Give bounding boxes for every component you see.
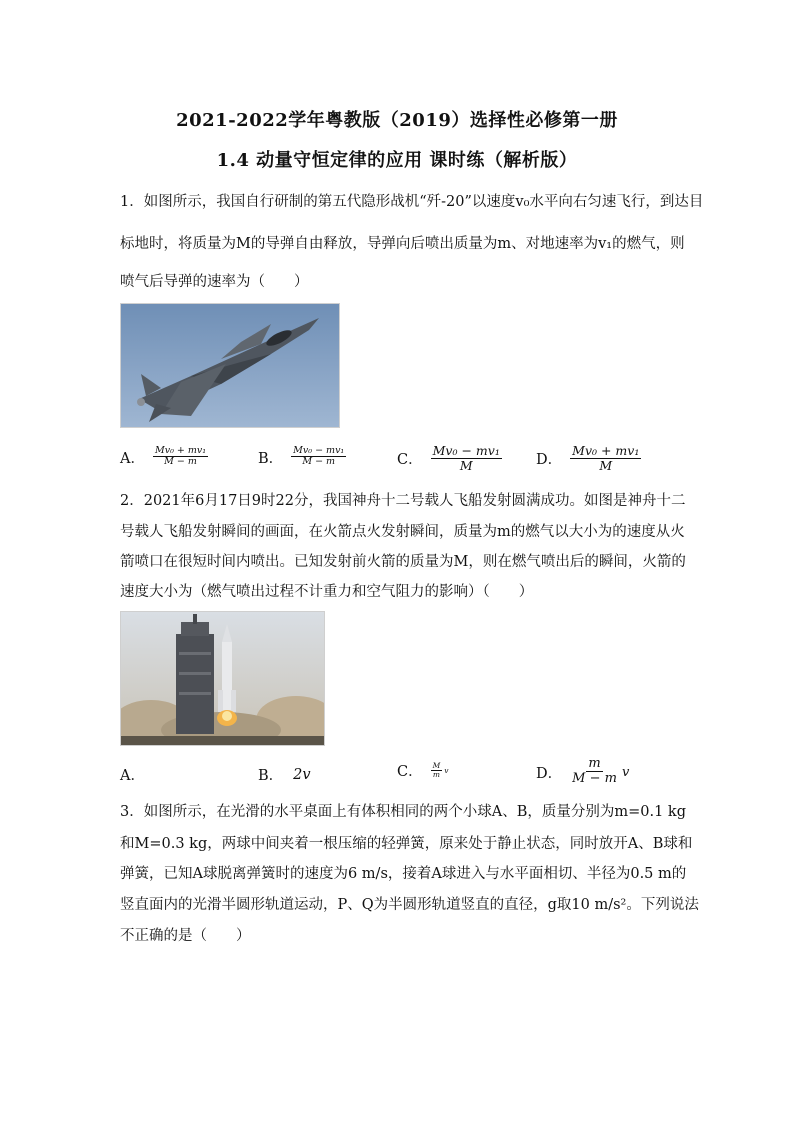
q2-text-line-4: 速度大小为（燃气喷出过程不计重力和空气阻力的影响）（ ）	[120, 584, 534, 600]
rocket-launch-image	[120, 611, 325, 746]
q1-option-d-label: D．	[536, 452, 563, 469]
q3-text-line-2: 和M=0.3 kg，两球中间夹着一根压缩的轻弹簧，原来处于静止状态，同时放开A、B球和	[120, 836, 693, 852]
q2-text-line-3: 箭喷口在很短时间内喷出。已知发射前火箭的质量为M，则在燃气喷出后的瞬间，火箭的	[120, 554, 686, 570]
q2-option-b-value: 2v	[293, 766, 311, 783]
q2-option-d[interactable]	[536, 757, 629, 787]
q1-option-d-denominator: M	[599, 457, 613, 473]
q1-option-c-denominator: M	[459, 457, 473, 473]
q1-option-a[interactable]	[120, 446, 208, 468]
q2-option-d-denominator: M − m	[572, 771, 617, 787]
q1-option-b-denominator: M − m	[302, 456, 336, 468]
q3-text-line-4: 竖直面内的光滑半圆形轨道运动，P、Q为半圆形轨道竖直的直径，g取10 m/s²。下列说法	[120, 897, 699, 913]
q2-text-line-2: 号载人飞船发射瞬间的画面，在火箭点火发射瞬间，质量为m的燃气以大小为的速度从火	[120, 524, 685, 540]
q2-text-line-1: 2．2021年6月17日9时22分，我国神舟十二号载人飞船发射圆满成功。如图是神舟十二	[120, 493, 686, 509]
q1-option-a-fraction	[153, 446, 208, 468]
q2-option-b[interactable]	[258, 764, 311, 785]
q1-option-b-numerator: Mv₀ − mv₁	[293, 445, 345, 456]
q1-option-b-label: B．	[258, 450, 284, 467]
q1-option-d-numerator: Mv₀ + mv₁	[572, 443, 640, 458]
q1-option-c[interactable]	[397, 444, 502, 473]
q2-option-d-fraction	[570, 757, 619, 787]
document-subtitle: 1.4 动量守恒定律的应用 课时练（解析版）	[216, 150, 578, 171]
q1-option-b[interactable]	[258, 446, 346, 468]
q2-option-c-variable: v	[444, 766, 449, 775]
q1-option-d[interactable]	[536, 444, 641, 473]
document-title: 2021-2022学年粤教版（2019）选择性必修第一册	[176, 110, 618, 131]
q2-option-a-label: A．	[120, 768, 145, 784]
q2-option-c-fraction	[431, 762, 443, 780]
q3-text-line-3: 弹簧，已知A球脱离弹簧时的速度为6 m/s，接着A球进入与水平面相切、半径为0.5 m的	[120, 866, 687, 882]
q2-option-b-label: B．	[258, 768, 284, 784]
q2-option-c-numerator: M	[432, 760, 441, 770]
q1-option-b-fraction	[291, 446, 346, 468]
q2-option-c[interactable]	[397, 760, 449, 781]
q1-text-line-3: 喷气后导弹的速率为（ ）	[120, 274, 309, 290]
q1-option-c-label: C．	[397, 452, 423, 469]
q2-option-c-label: C．	[397, 764, 423, 780]
q2-option-c-denominator: m	[432, 769, 441, 779]
q1-option-a-numerator: Mv₀ + mv₁	[154, 445, 207, 456]
q2-option-d-numerator: m	[588, 756, 601, 771]
q2-option-d-variable: v	[621, 764, 630, 780]
q2-option-a[interactable]	[120, 764, 145, 785]
q1-option-a-denominator: M − m	[164, 456, 197, 468]
q3-text-line-1: 3．如图所示，在光滑的水平桌面上有体积相同的两个小球A、B，质量分别为m=0.1 kg	[120, 804, 686, 820]
q1-text-line-1: 1．如图所示，我国自行研制的第五代隐形战机“歼-20”以速度v₀水平向右匀速飞行，到达目	[120, 194, 704, 210]
q2-option-d-label: D．	[536, 765, 563, 782]
q1-option-c-fraction	[431, 444, 502, 473]
q1-text-line-2: 标地时，将质量为M的导弹自由释放，导弹向后喷出质量为m、对地速率为v₁的燃气，则	[120, 236, 685, 252]
q1-option-a-label: A．	[120, 450, 145, 467]
q1-option-c-numerator: Mv₀ − mv₁	[432, 443, 500, 458]
fighter-jet-image	[120, 303, 340, 428]
q1-option-d-fraction	[570, 444, 641, 473]
q3-text-line-5: 不正确的是（ ）	[120, 928, 251, 944]
